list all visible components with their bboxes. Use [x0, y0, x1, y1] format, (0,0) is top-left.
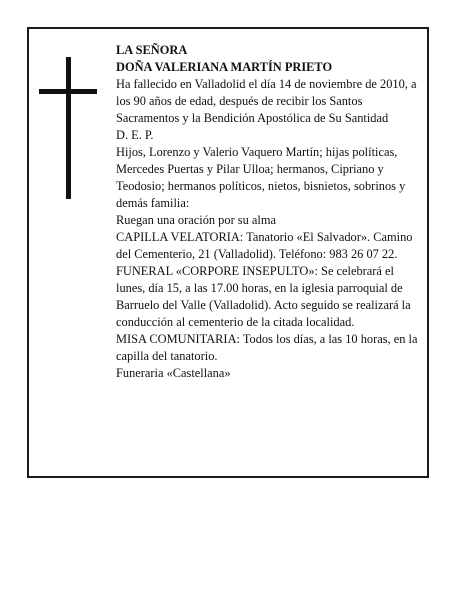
funeral-home: Funeraria «Castellana»: [116, 366, 231, 380]
prayer-request: Ruegan una oración por su alma: [116, 213, 276, 227]
funeral-info: FUNERAL «CORPORE INSEPULTO»: Se celebrará el lunes, día 15, a las 17.00 horas, en la iglesia parroquial de Barruelo del Valle (Valladolid). Acto seguido se realizará la conducción al cementerio de la citada localidad.: [116, 264, 411, 329]
obituary-content: [116, 42, 422, 382]
cross-icon: [39, 57, 97, 199]
cross-vertical-bar: [66, 57, 71, 199]
chapel-info: CAPILLA VELATORIA: Tanatorio «El Salvador». Camino del Cementerio, 21 (Valladolid). Teléfono: 983 26 07 22.: [116, 230, 413, 261]
death-announcement: Ha fallecido en Valladolid el día 14 de noviembre de 2010, a los 90 años de edad, después de recibir los Santos Sacramentos y la Bendición Apostólica de Su Santidad: [116, 77, 417, 125]
cross-horizontal-bar: [39, 89, 97, 94]
mass-info: MISA COMUNITARIA: Todos los días, a las 10 horas, en la capilla del tanatorio.: [116, 332, 418, 363]
obituary-notice: [27, 27, 429, 478]
rest-in-peace: D. E. P.: [116, 128, 154, 142]
deceased-name: DOÑA VALERIANA MARTÍN PRIETO: [116, 60, 333, 74]
honorific-heading: LA SEÑORA: [116, 43, 188, 57]
family-list: Hijos, Lorenzo y Valerio Vaquero Martín; hijas políticas, Mercedes Puertas y Pilar Ulloa; hermanos, Cipriano y Teodosio; hermanos políticos, nietos, bisnietos, sobrinos y demás familia:: [116, 145, 406, 210]
